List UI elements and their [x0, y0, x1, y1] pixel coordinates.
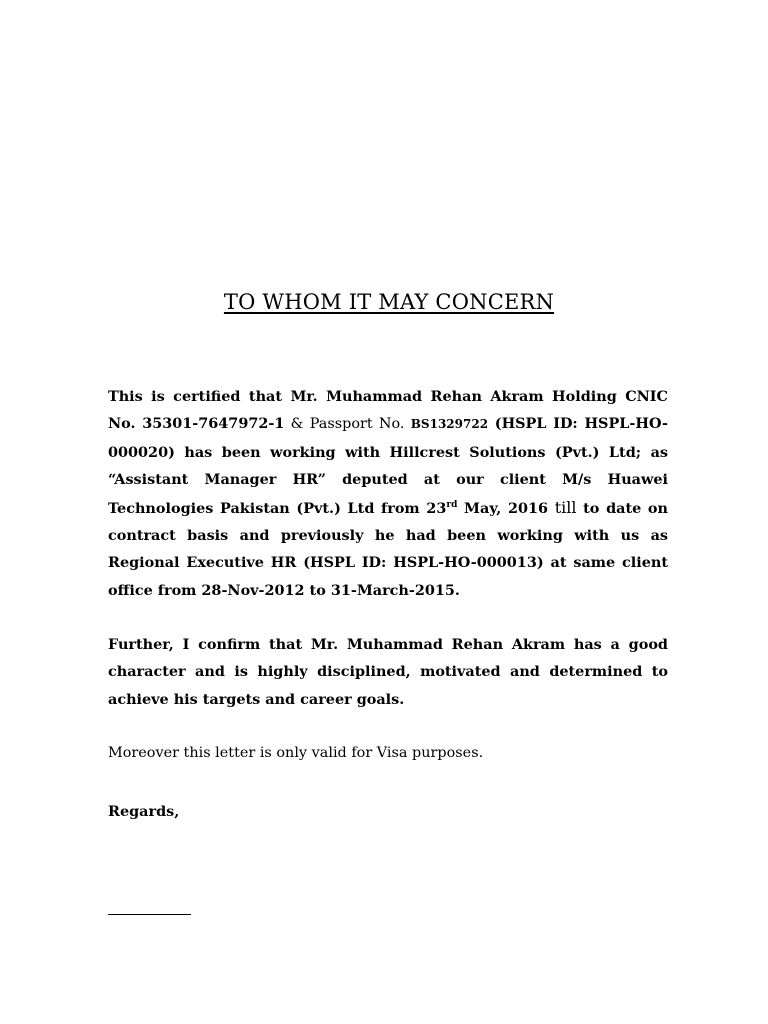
cert-text-2: (HSPL ID: HSPL-HO-000020) has been working with Hillcrest Solutions (Pvt.) Ltd; as “Assistant Manager HR” deputed at our client M/s Huawei Technologies Pakistan (Pvt.) Ltd from 23 [108, 415, 668, 517]
cert-text-4: to date on contract basis and previously he had been working with us as Regional Executive HR (HSPL ID: HSPL-HO-000013) at same client office from 28-Nov-2012 to 31-March-2015. [108, 499, 668, 599]
cert-text-passport-label: & Passport No. [284, 416, 411, 433]
closing-regards: Regards, [108, 803, 180, 820]
signature-line [108, 914, 191, 915]
cert-text-1: This is certified that Mr. Muhammad Rehan Akram Holding CNIC No. 35301-7647972-1 [108, 388, 668, 433]
validity-paragraph: Moreover this letter is only valid for Visa purposes. [108, 745, 484, 761]
cert-text-till: till [554, 497, 577, 517]
ordinal-suffix: rd [446, 499, 458, 510]
passport-number: BS1329722 [410, 417, 489, 432]
certification-paragraph [108, 383, 668, 604]
letter-title: TO WHOM IT MAY CONCERN [223, 290, 555, 314]
character-paragraph: Further, I confirm that Mr. Muhammad Rehan Akram has a good character and is highly disciplined, motivated and determined to achieve his targets and career goals. [108, 636, 668, 708]
cert-text-3: May, 2016 [457, 499, 555, 517]
